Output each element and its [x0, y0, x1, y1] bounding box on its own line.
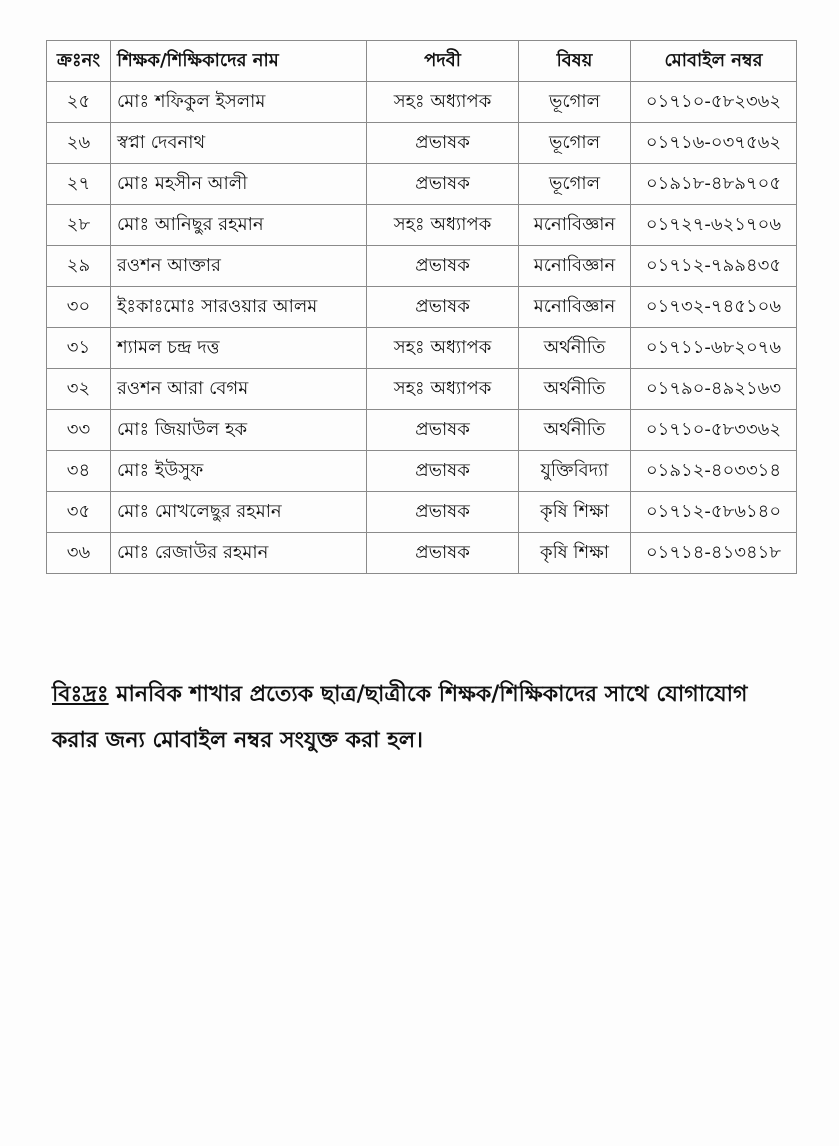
cell-mobile: ০১৭১২-৫৮৬১৪০	[631, 492, 797, 533]
cell-mobile: ০১৭১২-৭৯৯৪৩৫	[631, 246, 797, 287]
cell-serial: ২৬	[47, 123, 111, 164]
header-serial: ক্রঃনং	[47, 41, 111, 82]
table-row	[47, 451, 797, 492]
cell-mobile: ০১৭১৬-০৩৭৫৬২	[631, 123, 797, 164]
cell-serial: ৩৩	[47, 410, 111, 451]
cell-mobile: ০১৭২৭-৬২১৭০৬	[631, 205, 797, 246]
cell-designation: প্রভাষক	[367, 287, 519, 328]
cell-subject: কৃষি শিক্ষা	[519, 492, 631, 533]
cell-designation: প্রভাষক	[367, 410, 519, 451]
cell-designation: সহঃ অধ্যাপক	[367, 369, 519, 410]
cell-serial: ৩৫	[47, 492, 111, 533]
cell-subject: মনোবিজ্ঞান	[519, 246, 631, 287]
table-row	[47, 82, 797, 123]
cell-serial: ৩৬	[47, 533, 111, 574]
cell-name: ইঃকাঃমোঃ সারওয়ার আলম	[111, 287, 367, 328]
table-body	[47, 82, 797, 574]
cell-designation: প্রভাষক	[367, 123, 519, 164]
cell-subject: ভূগোল	[519, 82, 631, 123]
cell-designation: প্রভাষক	[367, 492, 519, 533]
cell-name: রওশন আক্তার	[111, 246, 367, 287]
cell-designation: সহঃ অধ্যাপক	[367, 205, 519, 246]
cell-subject: ভূগোল	[519, 123, 631, 164]
cell-name: মোঃ মহসীন আলী	[111, 164, 367, 205]
cell-name: মোঃ রেজাউর রহমান	[111, 533, 367, 574]
cell-name: মোঃ ইউসুফ	[111, 451, 367, 492]
cell-name: রওশন আরা বেগম	[111, 369, 367, 410]
cell-subject: মনোবিজ্ঞান	[519, 205, 631, 246]
cell-subject: অর্থনীতি	[519, 369, 631, 410]
cell-subject: যুক্তিবিদ্যা	[519, 451, 631, 492]
cell-name: শ্যামল চন্দ্র দত্ত	[111, 328, 367, 369]
cell-name: স্বপ্না দেবনাথ	[111, 123, 367, 164]
cell-name: মোঃ জিয়াউল হক	[111, 410, 367, 451]
cell-mobile: ০১৭৩২-৭৪৫১০৬	[631, 287, 797, 328]
header-designation: পদবী	[367, 41, 519, 82]
table-row	[47, 123, 797, 164]
table-header-row	[47, 41, 797, 82]
cell-mobile: ০১৯১২-৪০৩৩১৪	[631, 451, 797, 492]
cell-subject: কৃষি শিক্ষা	[519, 533, 631, 574]
cell-serial: ৩১	[47, 328, 111, 369]
cell-serial: ৩২	[47, 369, 111, 410]
cell-subject: ভূগোল	[519, 164, 631, 205]
cell-name: মোঃ আনিছুর রহমান	[111, 205, 367, 246]
cell-mobile: ০১৭৯০-৪৯২১৬৩	[631, 369, 797, 410]
cell-designation: প্রভাষক	[367, 164, 519, 205]
cell-serial: ২৫	[47, 82, 111, 123]
cell-name: মোঃ শফিকুল ইসলাম	[111, 82, 367, 123]
cell-mobile: ০১৭১০-৫৮৩৩৬২	[631, 410, 797, 451]
cell-name: মোঃ মোখলেছুর রহমান	[111, 492, 367, 533]
table-row	[47, 164, 797, 205]
cell-designation: প্রভাষক	[367, 246, 519, 287]
cell-serial: ২৭	[47, 164, 111, 205]
header-subject: বিষয়	[519, 41, 631, 82]
table-row	[47, 492, 797, 533]
cell-designation: সহঃ অধ্যাপক	[367, 328, 519, 369]
cell-designation: সহঃ অধ্যাপক	[367, 82, 519, 123]
footnote-label: বিঃদ্রঃ	[52, 682, 109, 707]
cell-mobile: ০১৭১০-৫৮২৩৬২	[631, 82, 797, 123]
table-row	[47, 533, 797, 574]
table-row	[47, 410, 797, 451]
header-name: শিক্ষক/শিক্ষিকাদের নাম	[111, 41, 367, 82]
table-row	[47, 287, 797, 328]
cell-subject: অর্থনীতি	[519, 410, 631, 451]
cell-designation: প্রভাষক	[367, 533, 519, 574]
cell-subject: মনোবিজ্ঞান	[519, 287, 631, 328]
cell-mobile: ০১৯১৮-৪৮৯৭০৫	[631, 164, 797, 205]
cell-designation: প্রভাষক	[367, 451, 519, 492]
cell-mobile: ০১৭১৪-৪১৩৪১৮	[631, 533, 797, 574]
cell-subject: অর্থনীতি	[519, 328, 631, 369]
table-row	[47, 246, 797, 287]
cell-serial: ২৮	[47, 205, 111, 246]
table-row	[47, 369, 797, 410]
teacher-contact-table	[46, 40, 797, 574]
footnote-text: মানবিক শাখার প্রত্যেক ছাত্র/ছাত্রীকে শিক্ষক/শিক্ষিকাদের সাথে যোগাযোগ করার জন্য মোবাইল নম্বর সংযুক্ত করা হল।	[52, 682, 748, 753]
footnote	[52, 672, 792, 764]
cell-mobile: ০১৭১১-৬৮২০৭৬	[631, 328, 797, 369]
cell-serial: ৩০	[47, 287, 111, 328]
table-row	[47, 205, 797, 246]
cell-serial: ২৯	[47, 246, 111, 287]
header-mobile: মোবাইল নম্বর	[631, 41, 797, 82]
cell-serial: ৩৪	[47, 451, 111, 492]
table-row	[47, 328, 797, 369]
